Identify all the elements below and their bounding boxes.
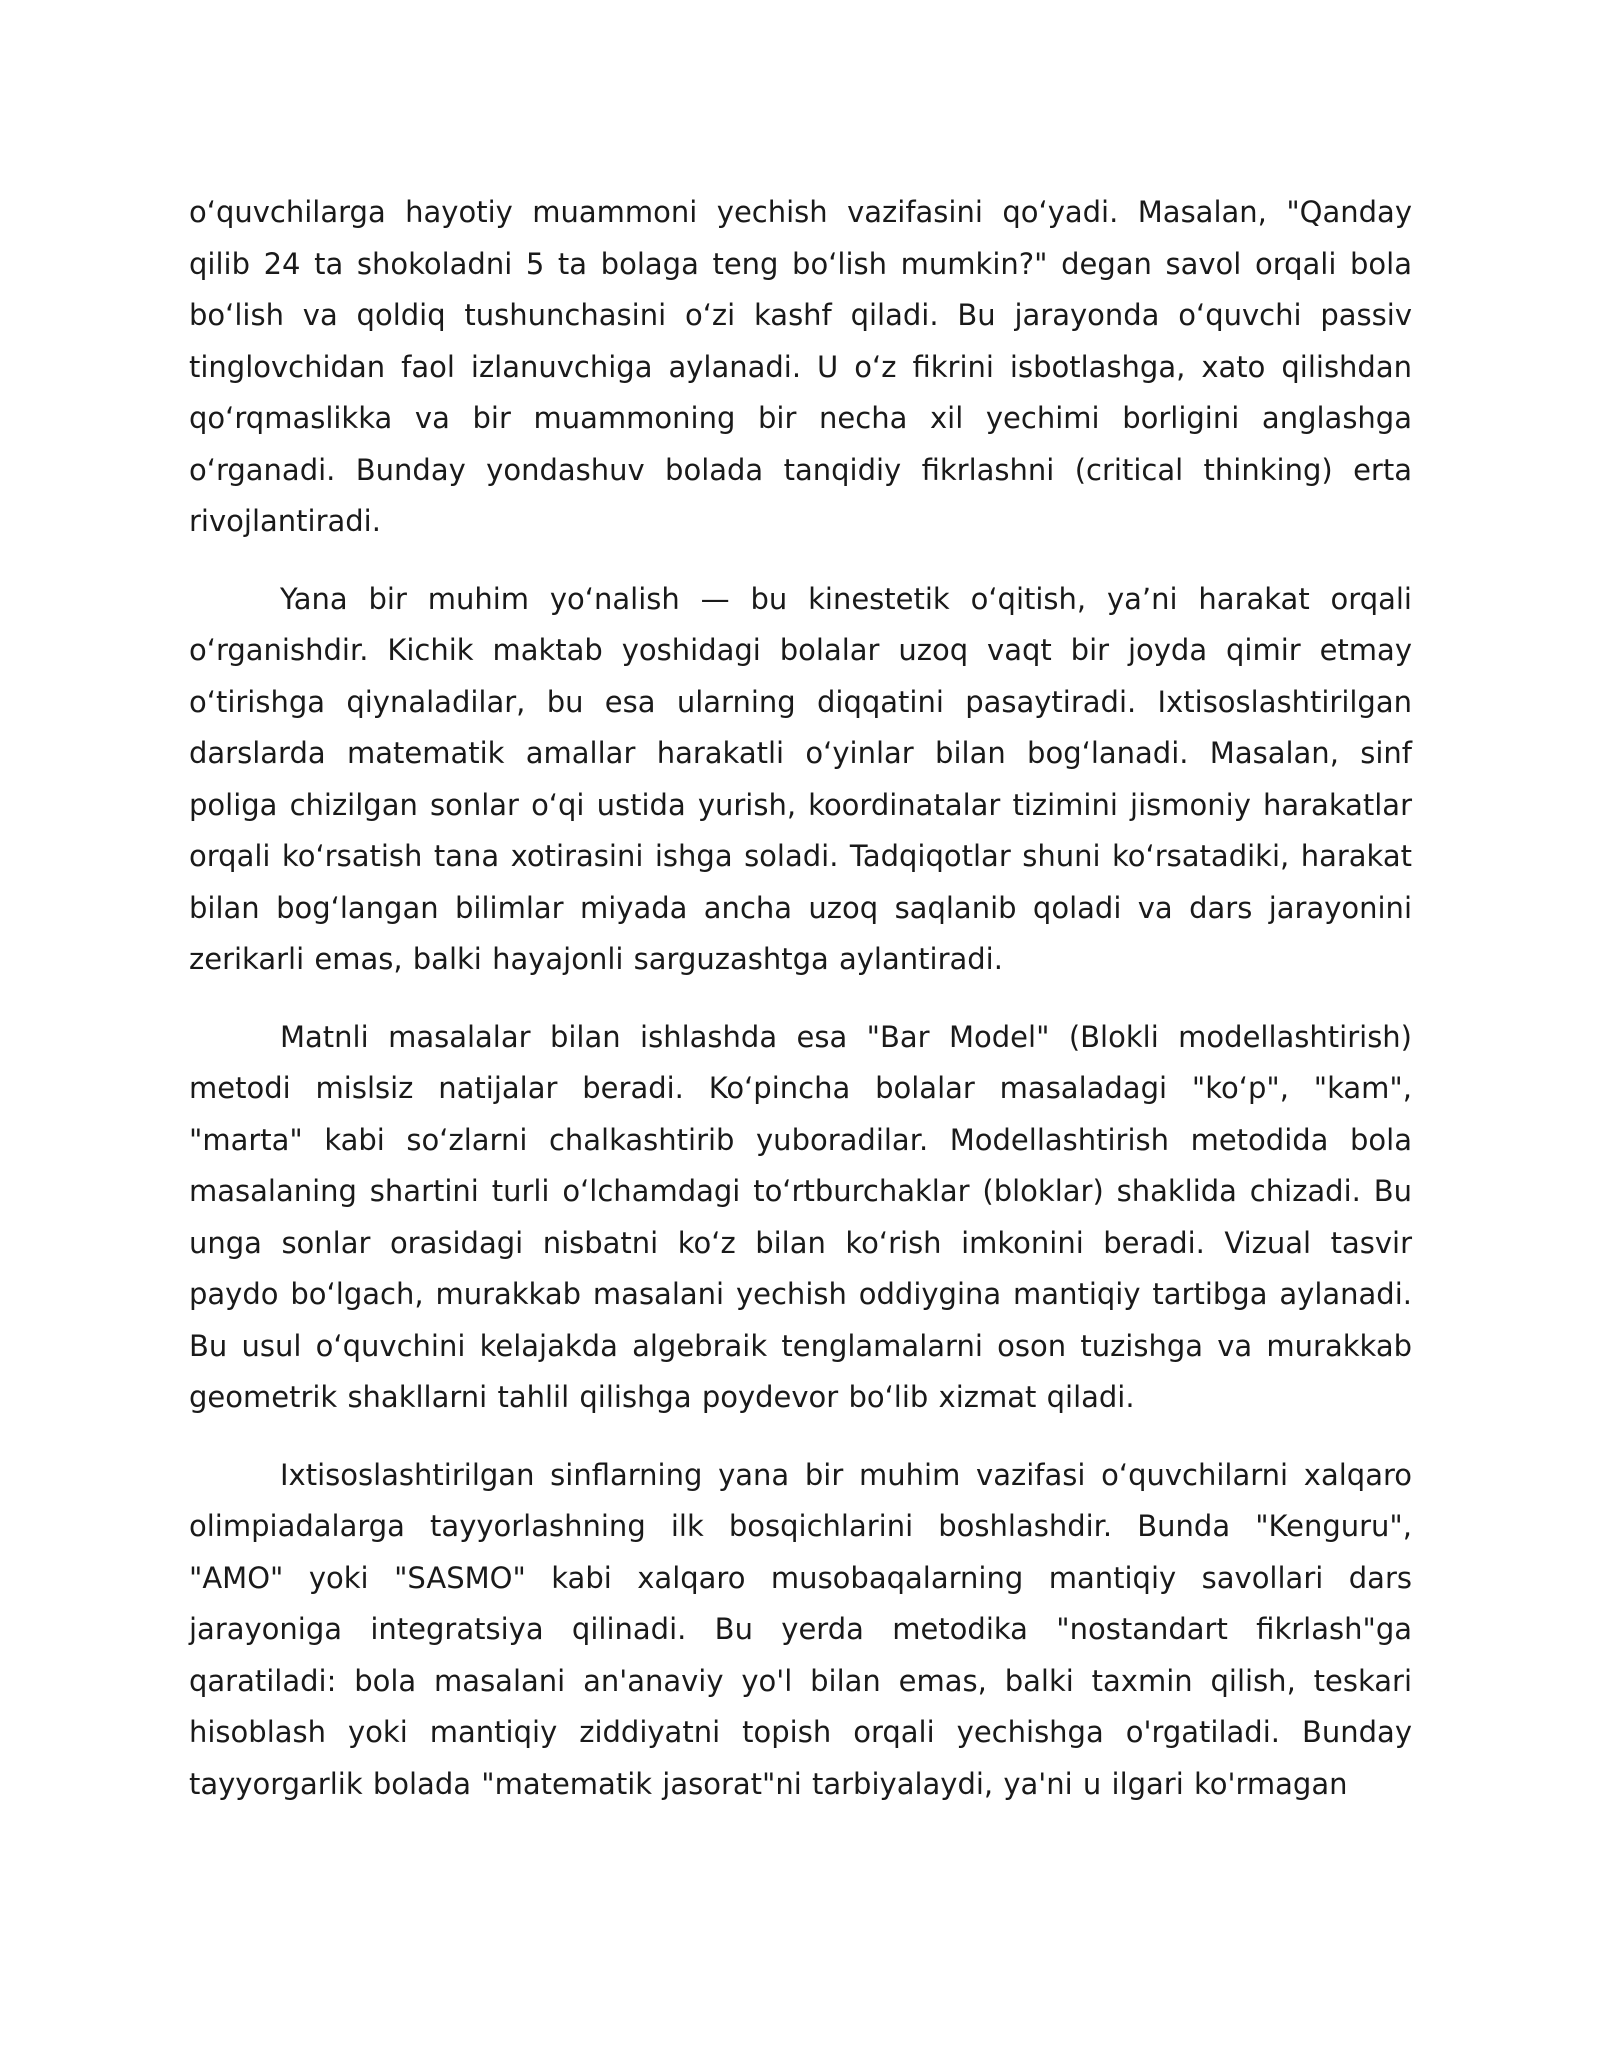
paragraph-bar-model: Matnli masalalar bilan ishlashda esa "Bar Model" (Blokli modellashtirish) metodi mislsiz natijalar beradi. Ko‘pincha bolalar masaladagi "ko‘p", "kam", "marta" kabi so‘zlarni chalkashtirib yuboradilar. Modellashtirish metodida bola masalaning shartini turli o‘lchamdagi to‘rtburchaklar (bloklar) shaklida chizadi. Bu unga sonlar orasidagi nisbatni ko‘z bilan ko‘rish imkonini beradi. Vizual tasvir paydo bo‘lgach, murakkab masalani yechish oddiygina mantiqiy tartibga aylanadi. Bu usul o‘quvchini kelajakda algebraik tenglamalarni oson tuzishga va murakkab geometrik shakllarni tahlil qilishga poydevor bo‘lib xizmat qiladi. (189, 1019, 1412, 1414)
paragraph-olympiad-preparation: Ixtisoslashtirilgan sinflarning yana bir muhim vazifasi o‘quvchilarni xalqaro olimpiadalarga tayyorlashning ilk bosqichlarini boshlashdir. Bunda "Kenguru", "AMO" yoki "SASMO" kabi xalqaro musobaqalarning mantiqiy savollari dars jarayoniga integratsiya qilinadi. Bu yerda metodika "nostandart fikrlash"ga qaratiladi: bola masalani an'anaviy yo'l bilan emas, balki taxmin qilish, teskari hisoblash yoki mantiqiy ziddiyatni topish orqali yechishga o'rgatiladi. Bunday tayyorgarlik bolada "matematik jasorat"ni tarbiyalaydi, ya'ni u ilgari ko'rmagan (189, 1457, 1412, 1801)
paragraph-problem-solving: o‘quvchilarga hayotiy muammoni yechish vazifasini qo‘yadi. Masalan, "Qanday qilib 24 ta shokoladni 5 ta bolaga teng bo‘lish mumkin?" degan savol orqali bola bo‘lish va qoldiq tushunchasini o‘zi kashf qiladi. Bu jarayonda o‘quvchi passiv tinglovchidan faol izlanuvchiga aylanadi. U o‘z fikrini isbotlashga, xato qilishdan qo‘rqmaslikka va bir muammoning bir necha xil yechimi borligini anglashga o‘rganadi. Bunday yondashuv bolada tanqidiy fikrlashni (critical thinking) erta rivojlantiradi. (189, 195, 1412, 538)
paragraph-kinesthetic-learning: Yana bir muhim yo‘nalish — bu kinestetik o‘qitish, ya’ni harakat orqali o‘rganishdir. Kichik maktab yoshidagi bolalar uzoq vaqt bir joyda qimir etmay o‘tirishga qiynaladilar, bu esa ularning diqqatini pasaytiradi. Ixtisoslashtirilgan darslarda matematik amallar harakatli o‘yinlar bilan bog‘lanadi. Masalan, sinf poliga chizilgan sonlar o‘qi ustida yurish, koordinatalar tizimini jismoniy harakatlar orqali ko‘rsatish tana xotirasini ishga soladi. Tadqiqotlar shuni ko‘rsatadiki, harakat bilan bog‘langan bilimlar miyada ancha uzoq saqlanib qoladi va dars jarayonini zerikarli emas, balki hayajonli sarguzashtga aylantiradi. (189, 581, 1412, 976)
document-body (189, 187, 1412, 1836)
